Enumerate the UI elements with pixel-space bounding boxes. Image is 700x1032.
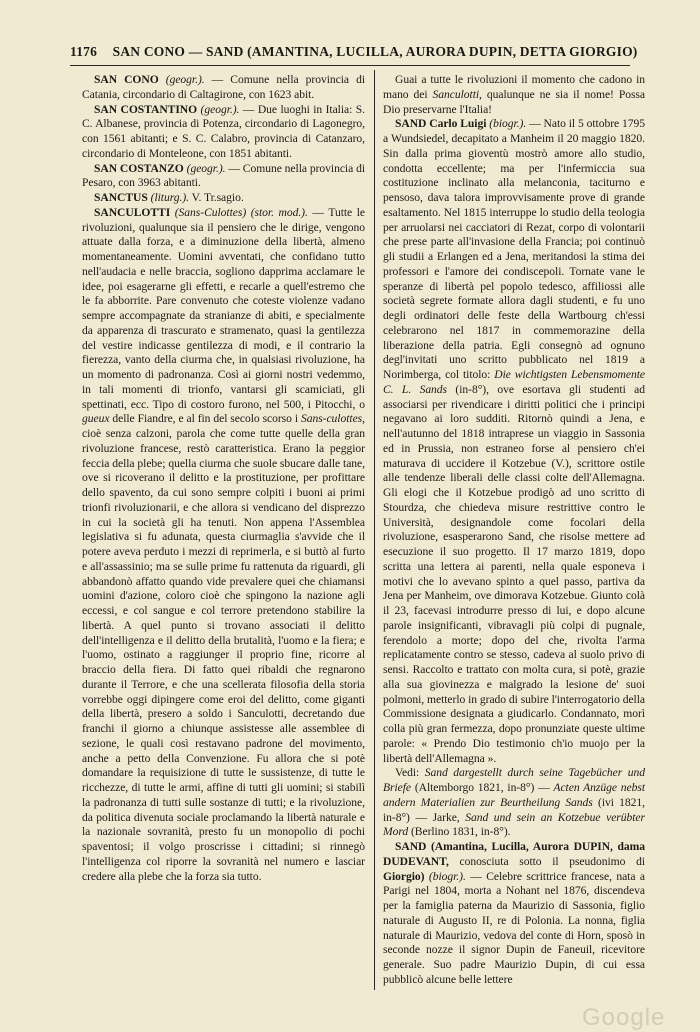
entry-category: (biogr.). xyxy=(428,869,466,883)
book-title: Sand und sein an Kotzebue verübter Mord xyxy=(383,810,645,839)
watermark: Google xyxy=(582,1004,666,1031)
entry-san-costantino xyxy=(82,103,365,162)
entry-lemma: SAN COSTANZO xyxy=(94,161,184,175)
entry-text: (Berlino 1831, in-8°). xyxy=(408,825,511,839)
entry-lemma: SAND Carlo Luigi xyxy=(395,117,487,131)
left-column xyxy=(82,73,365,993)
entry-text: — Due luoghi in Italia: S. C. Albanese, provincia di Potenza, circondario di Lagonegro, con 1561 abitanti; e S. C. Calabro, provincia di Catanzaro, circondario di Monteleone, con 1851 abitanti. xyxy=(82,102,365,160)
entry-text: — Nato il 5 ottobre 1795 a Wundsiedel, decapitato a Manheim il 20 maggio 1820. Sin dalla prima gioventù mostrò amore allo studio, condotta eccellente; ma per l'infermiccia sua costituzione inclinato alla melanconia, taciturno e pensoso, dava talora improvvisamente prove di grande esaltamento. Nel 1815 interruppe lo studio della teologia per arruolarsi nei cacciatori di Rezat, corpo di volontarii che prese parte all'invasione della Francia; poi continuò gli studii a Erlangen ed a Jena, meritandosi la stima dei professori e l'amore dei condiscepoli. Tornate vane le speranze di libertà pel popolo tedesco, affiliossi alle società segrete formate allora dagli studenti, e fu uno degli ordinatori delle feste della Wartbourg ch'essi celebrarono nel 1817 in commemorazine della liberazione della patria. Egli consegnò ad ognuno degl'invitati uno scritto pubblicato nel 1819 a Norimberga, col titolo: xyxy=(383,117,645,381)
entry-san-costanzo xyxy=(82,162,365,192)
entry-category: (liturg.). xyxy=(150,191,189,204)
bibliography xyxy=(383,766,645,840)
entry-category: (Sans-Culottes) (stor. mod.). xyxy=(174,205,308,219)
right-column xyxy=(383,73,645,993)
book-title: Sand dargestellt durch seine Tagebücher und Briefe xyxy=(383,766,645,794)
entry-category: (biogr.). xyxy=(489,117,527,131)
italic-term: Sans-culottes xyxy=(300,412,363,426)
column-divider xyxy=(374,70,375,990)
italic-term: gueux xyxy=(82,412,110,426)
entry-sand-carlo-luigi xyxy=(383,117,645,766)
italic-term: Sanculotti xyxy=(432,87,480,101)
entry-text: conosciuta sotto il pseudonimo di xyxy=(448,854,645,868)
book-title: Acten Anzüge nebst andern Materialien zur Beurtheilung Sands xyxy=(383,781,645,809)
entry-text: (in-8°), ove esortava gli studenti ad associarsi per rivendicare i diritti politici che i principi negavano ai loro sudditi. Ritornò quindi a Jena, e nell'autunno del 1818 intraprese un viaggio in Sassonia ed in Prussia, non estraneo forse al pensiero ch'ei maturava di uccidere il Kotzebue (V.), scrittore ostile alle tendenze liberali delle classi colte dell'Allemagna. Gli elogi che il Kotzebue prodigò ad uno scritto di Stourdza, che chiedeva misure restrittive contro le Università, designandole come focolari della rivoluzione, esasperarono Sand, che risolse mettere ad esecuzione il suo progetto. Il 17 marzo 1819, dopo scritta una lettera ai parenti, nella quale esponeva i motivi che lo avevano spinto a quel passo, partiva da Jena per Manheim, ove dimorava Kotzebue. Giunto colà il 23, facevasi introdurre presso di lui, e dopo alcune parole insignificanti, vibravagli più colpi di pugnale, ferendolo a morte; dopo del che, rivolta l'arma replicatamente contro se stesso, cadeva al suolo privo di sensi. Raccolto e trattato con molta cura, si potè, grazie alla sua giovinezza e malgrado la lesione de' suoi polmoni, metterlo in grado di subire l'interrogatorio della Commissione designata a giudicarlo. Condannato, morì colla più gran fermezza, dopo pronunziate queste ultime parole: « Prendo Dio testimonio ch'io muojo per la libertà dell'Allemagna ». xyxy=(383,382,645,765)
entry-text: , qualunque ne sia il nome! Possa Dio preservarne l'Italia! xyxy=(383,87,645,116)
entry-lemma: Giorgio) xyxy=(383,869,425,883)
entry-san-cono xyxy=(82,73,365,103)
entry-sanculotti xyxy=(82,206,365,885)
entry-text: , cioè senza calzoni, parola che come tutte quelle della gran rivoluzione francese, restò caratteristica. Erano la peggior feccia della plebe; quella ciurma che suole sbucare dalle tane, ove si ricoverano il delitto e la prostituzione, per profittare dello spavento, da cui sono sempre colpiti i buoni ai primi trionfi rivoluzionarii, e che allora si vendicano del disprezzo in cui la società gli ha tenuti. Non appena l'Assemblea legislativa si fu adunata, questa ciurmaglia s'avvide che il potere aveva perduto i mezzi di reprimerla, e si buttò al furto e all'assassinio; ma se sulle prime fu rattenuta da riguardi, gli abbandonò affatto quando vide prevalere quei che chiamansi uomini d'azione, coloro cioè che spingono la nazione agli eccessi, e col sangue e col terrore pretendono stabilire la libertà. A quel punto si trovano associati il delitto dell'intelligenza e il delitto della brutalità, l'uomo e la fiera; e l'uomo, ostinato a raggiunger il proprio fine, ricorre al braccio della fiera. Di fatto quei ribaldi che regnarono durante il Terrore, e che una scellerata filosofia della storia vorrebbe oggi dipingere come eroi del delitto, come giganti della libertà, presero a soldo i Sanculotti, decretando due franchi il giorno a chiunque assistesse alle assemblee di sezione, le quali così restavano padrone del movimento, anche a petto della Convenzione. Fu allora che si potè domandare la requisizione di tutte le sussistenze, di tutte le ricchezze, di tutte le armi, affine di tutti gli uomini; si stabilì la padronanza di tutti sulle sostanze di tutti; e la rivoluzione, da politica divenuta sociale proclamando la libertà naturale e la nazionale sovranità, presto fu un monopolio di pochi spaventosi; il volgo proscrisse i cittadini; si rinnegò l'intelligenza col riporre la sovranità nel numero e lasciar credere alla plebe che la forza sia tutto. xyxy=(82,412,365,883)
entry-text: — Tutte le rivoluzioni, qualunque sia il pensiero che le dirige, vengono attuate dalla forza, e a diminuzione della libertà, almeno momentaneamente. Uomini avventati, che confidano tutto nell'audacia e nelle braccia, sogliono dapprima acclamare le idee, poi esagerarne gli effetti, e recarle a quell'estremo che le fa abborrite. Pare convenuto che coteste violenze vadano sempre accompagnate da stranianze di abiti, e specialmente da apparenza di trascurato e stramenato, quasi la gentilezza del vestire indicasse gentilezza di modi, e il contrario la fierezza, vanto della ciurma che, in qualsiasi rivoluzione, ha un momento di padronanza. Così ai giorni nostri vedemmo, in tali momenti di trionfo, vantarsi gli scamiciati, gli spettinati, ecc. Tipo di costoro furono, nel 500, i Pitocchi, o xyxy=(82,205,365,411)
entry-lemma: SAN CONO xyxy=(94,73,159,86)
entry-category: (geogr.). xyxy=(165,73,205,86)
bibliography-label: Vedi: xyxy=(395,766,425,780)
running-header xyxy=(70,44,638,60)
entry-lemma: SAN COSTANTINO xyxy=(94,102,198,116)
entry-category: (geogr.). xyxy=(186,161,226,175)
running-title: SAN CONO — SAND (AMANTINA, LUCILLA, AURORA DUPIN, DETTA GIORGIO) xyxy=(112,44,638,59)
entry-text: — Comune nella provincia di Pesaro, con 3963 abitanti. xyxy=(82,161,365,190)
header-rule xyxy=(70,65,630,66)
book-title: Die wichtigsten Lebensmomente C. L. Sands xyxy=(383,368,645,396)
entry-lemma: SANCTUS xyxy=(94,191,148,204)
entry-category: (geogr.). xyxy=(200,102,240,116)
entry-text: V. Tr.sagio. xyxy=(189,191,244,204)
entry-lemma: SANCULOTTI xyxy=(94,205,171,219)
entry-sanctus xyxy=(82,191,365,206)
entry-lemma: SAND (Amantina, Lucilla, Aurora DUPIN, dama DUDEVANT, xyxy=(383,840,645,868)
entry-text: delle Fiandre, e al fin del secolo scorso i xyxy=(109,412,301,426)
page-number: 1176 xyxy=(70,44,98,59)
entry-sand-aurora xyxy=(383,840,645,988)
entry-text: Guai a tutte le rivoluzioni il momento che cadono in mano dei xyxy=(383,73,645,101)
entry-text: (ivi 1821, in-8°) — Jarke, xyxy=(383,795,645,824)
entry-continuation xyxy=(383,73,645,117)
entry-text: — Comune nella provincia di Catania, circondario di Caltagirone, con 1623 abit. xyxy=(82,73,365,101)
entry-text: — Celebre scrittrice francese, nata a Parigi nel 1804, morta a Nohant nel 1876, discendeva per la famiglia paterna da Maurizio di Sassonia, figlio naturale di Augusto II, re di Polonia. La nonna, figlia naturale di Maurizio, vedova del conte di Horn, sposò in seconde nozze il signor Dupin de Faneuil, ricevitore generale. Suo padre Maurizio Dupin, di cui essa pubblicò alcune belle lettere xyxy=(383,869,645,986)
entry-text: (Altemborgo 1821, in-8°) — xyxy=(411,781,554,794)
